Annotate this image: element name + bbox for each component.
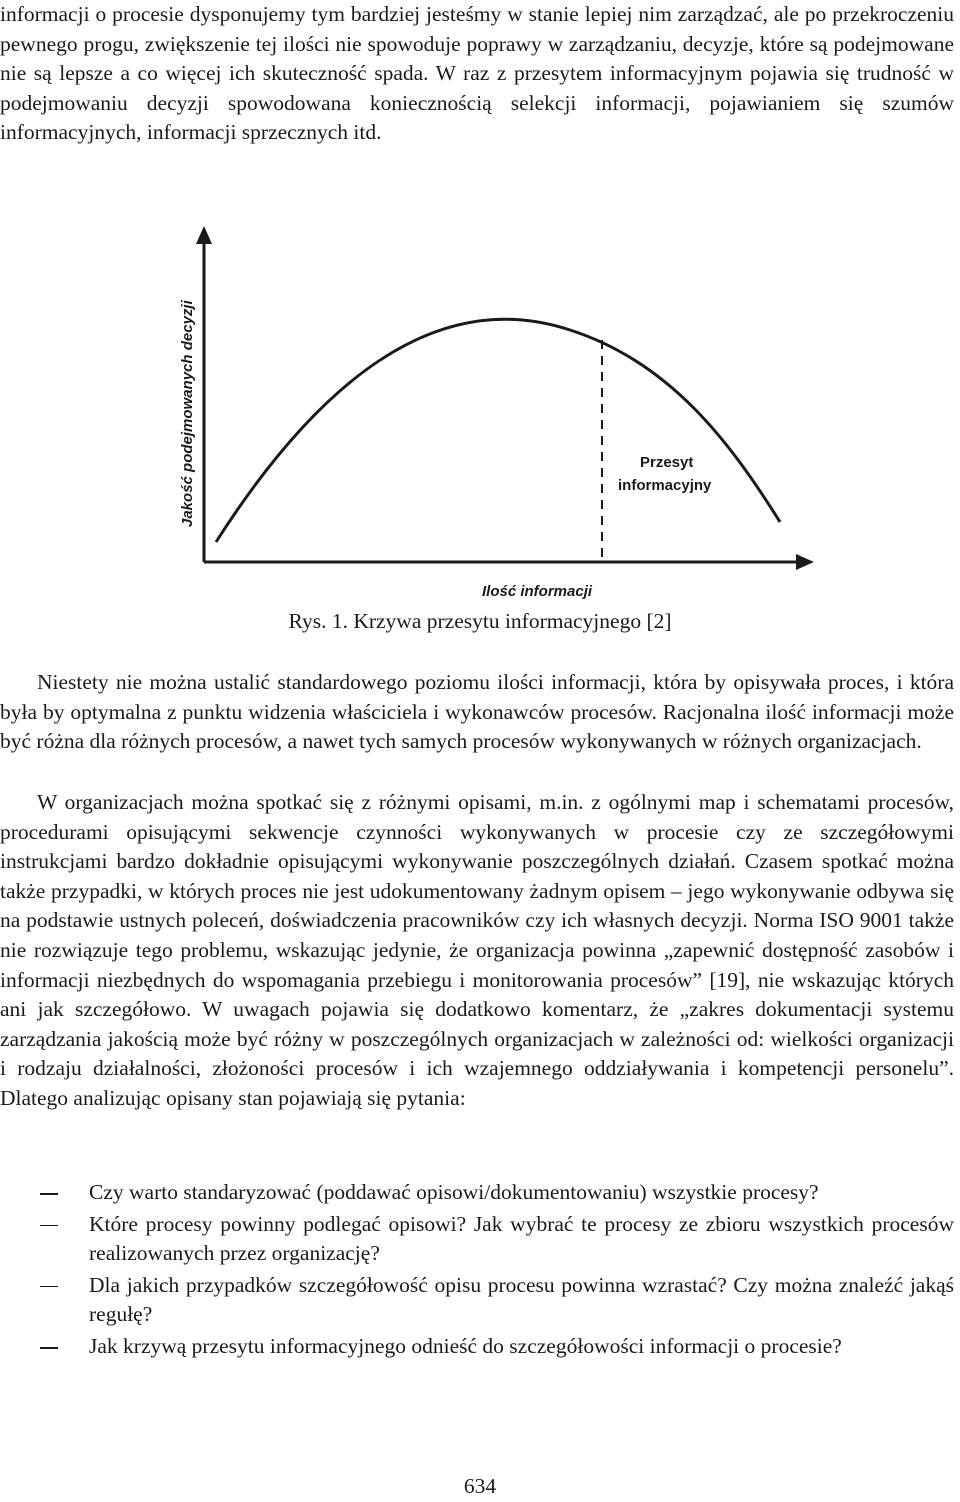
page-number: 634 xyxy=(463,1474,497,1498)
paragraph-intro: informacji o procesie dysponujemy tym bardziej jesteśmy w stanie lepiej nim zarządzać, ale po przekroczeniu pewnego progu, zwiększenie tej ilości nie spowoduje poprawy w zarządzaniu, decyzje, które są podejmowane nie są lepsze a co więcej ich skuteczność spada. W raz z przesytem informacyjnym pojawia się trudność w podejmowaniu decyzji spowodowana koniecznością selekcji informacji, pojawianiem się szumów informacyjnych, informacji sprzecznych itd. xyxy=(0,2,954,145)
y-axis-label: Jakość podejmowanych decyzji xyxy=(179,300,196,527)
overload-curve-chart xyxy=(170,222,830,612)
x-axis-label: Ilość informacji xyxy=(482,583,593,600)
dash-bullet-icon xyxy=(40,1347,58,1349)
dash-bullet-icon xyxy=(40,1225,58,1227)
dash-bullet-icon xyxy=(40,1193,58,1195)
x-axis-arrowhead xyxy=(796,554,814,570)
overload-curve xyxy=(216,319,780,542)
question-text: Czy warto standaryzować (poddawać opisowi/dokumentowaniu) wszystkie procesy? xyxy=(89,1180,819,1204)
question-text: Jak krzywą przesytu informacyjnego odnieść do szczegółowości informacji o procesie? xyxy=(89,1333,842,1358)
list-item xyxy=(0,1271,954,1330)
y-axis-arrowhead xyxy=(196,226,212,244)
dash-bullet-icon xyxy=(40,1286,58,1288)
paragraph-documentation: W organizacjach można spotkać się z różnymi opisami, m.in. z ogólnymi map i schematami procesów, procedurami opisującymi sekwencje czynności wykonywanych w procesie czy ze szczegółowymi instrukcjami bardzo dokładnie opisującymi wykonywanie poszczególnych działań. Czasem spotkać można także przypadki, w których proces nie jest udokumentowany żadnym opisem – jego wykonywanie odbywa się na podstawie ustnych poleceń, doświadczenia pracowników czy ich własnych decyzji. Norma ISO 9001 także nie rozwiązuje tego problemu, wskazując jedynie, że organizacja powinna „zapewnić dostępność zasobów i informacji niezbędnych do wspomagania przebiegu i monitorowania procesów” [19], nie wskazując których ani jak szczegółowo. W uwagach pojawia się dodatkowo komentarz, że „zakres dokumentacji systemu zarządzania jakością może być różny w poszczególnych organizacjach w zależności od: wielkości organizacji i rodzaju działalności, złożoności procesów i ich wzajemnego oddziaływania i kompetencji personelu”. Dlatego analizując opisany stan pojawiają się pytania: xyxy=(0,790,954,1110)
figure-caption: Rys. 1. Krzywa przesytu informacyjnego [2] xyxy=(288,609,672,633)
list-item xyxy=(0,1332,954,1362)
question-text: Dla jakich przypadków szczegółowość opisu procesu powinna wzrastać? Czy można znaleźć jakąś regułę? xyxy=(89,1272,954,1327)
question-text: Które procesy powinny podlegać opisowi? Jak wybrać te procesy ze zbioru wszystkich procesów realizowanych przez organizację? xyxy=(89,1211,954,1266)
overload-annotation-line2: informacyjny xyxy=(618,477,712,494)
paragraph-standard-level: Niestety nie można ustalić standardowego poziomu ilości informacji, która by opisywała proces, i która była by optymalna z punktu widzenia właściciela i wykonawców procesów. Racjonalna ilość informacji może być różna dla różnych procesów, a nawet tych samych procesów wykonywanych w różnych organizacjach. xyxy=(0,670,954,754)
list-item xyxy=(0,1210,954,1269)
questions-list xyxy=(0,1178,954,1364)
overload-annotation-line1: Przesyt xyxy=(640,454,694,471)
list-item xyxy=(0,1178,954,1208)
information-overload-figure xyxy=(170,222,830,612)
